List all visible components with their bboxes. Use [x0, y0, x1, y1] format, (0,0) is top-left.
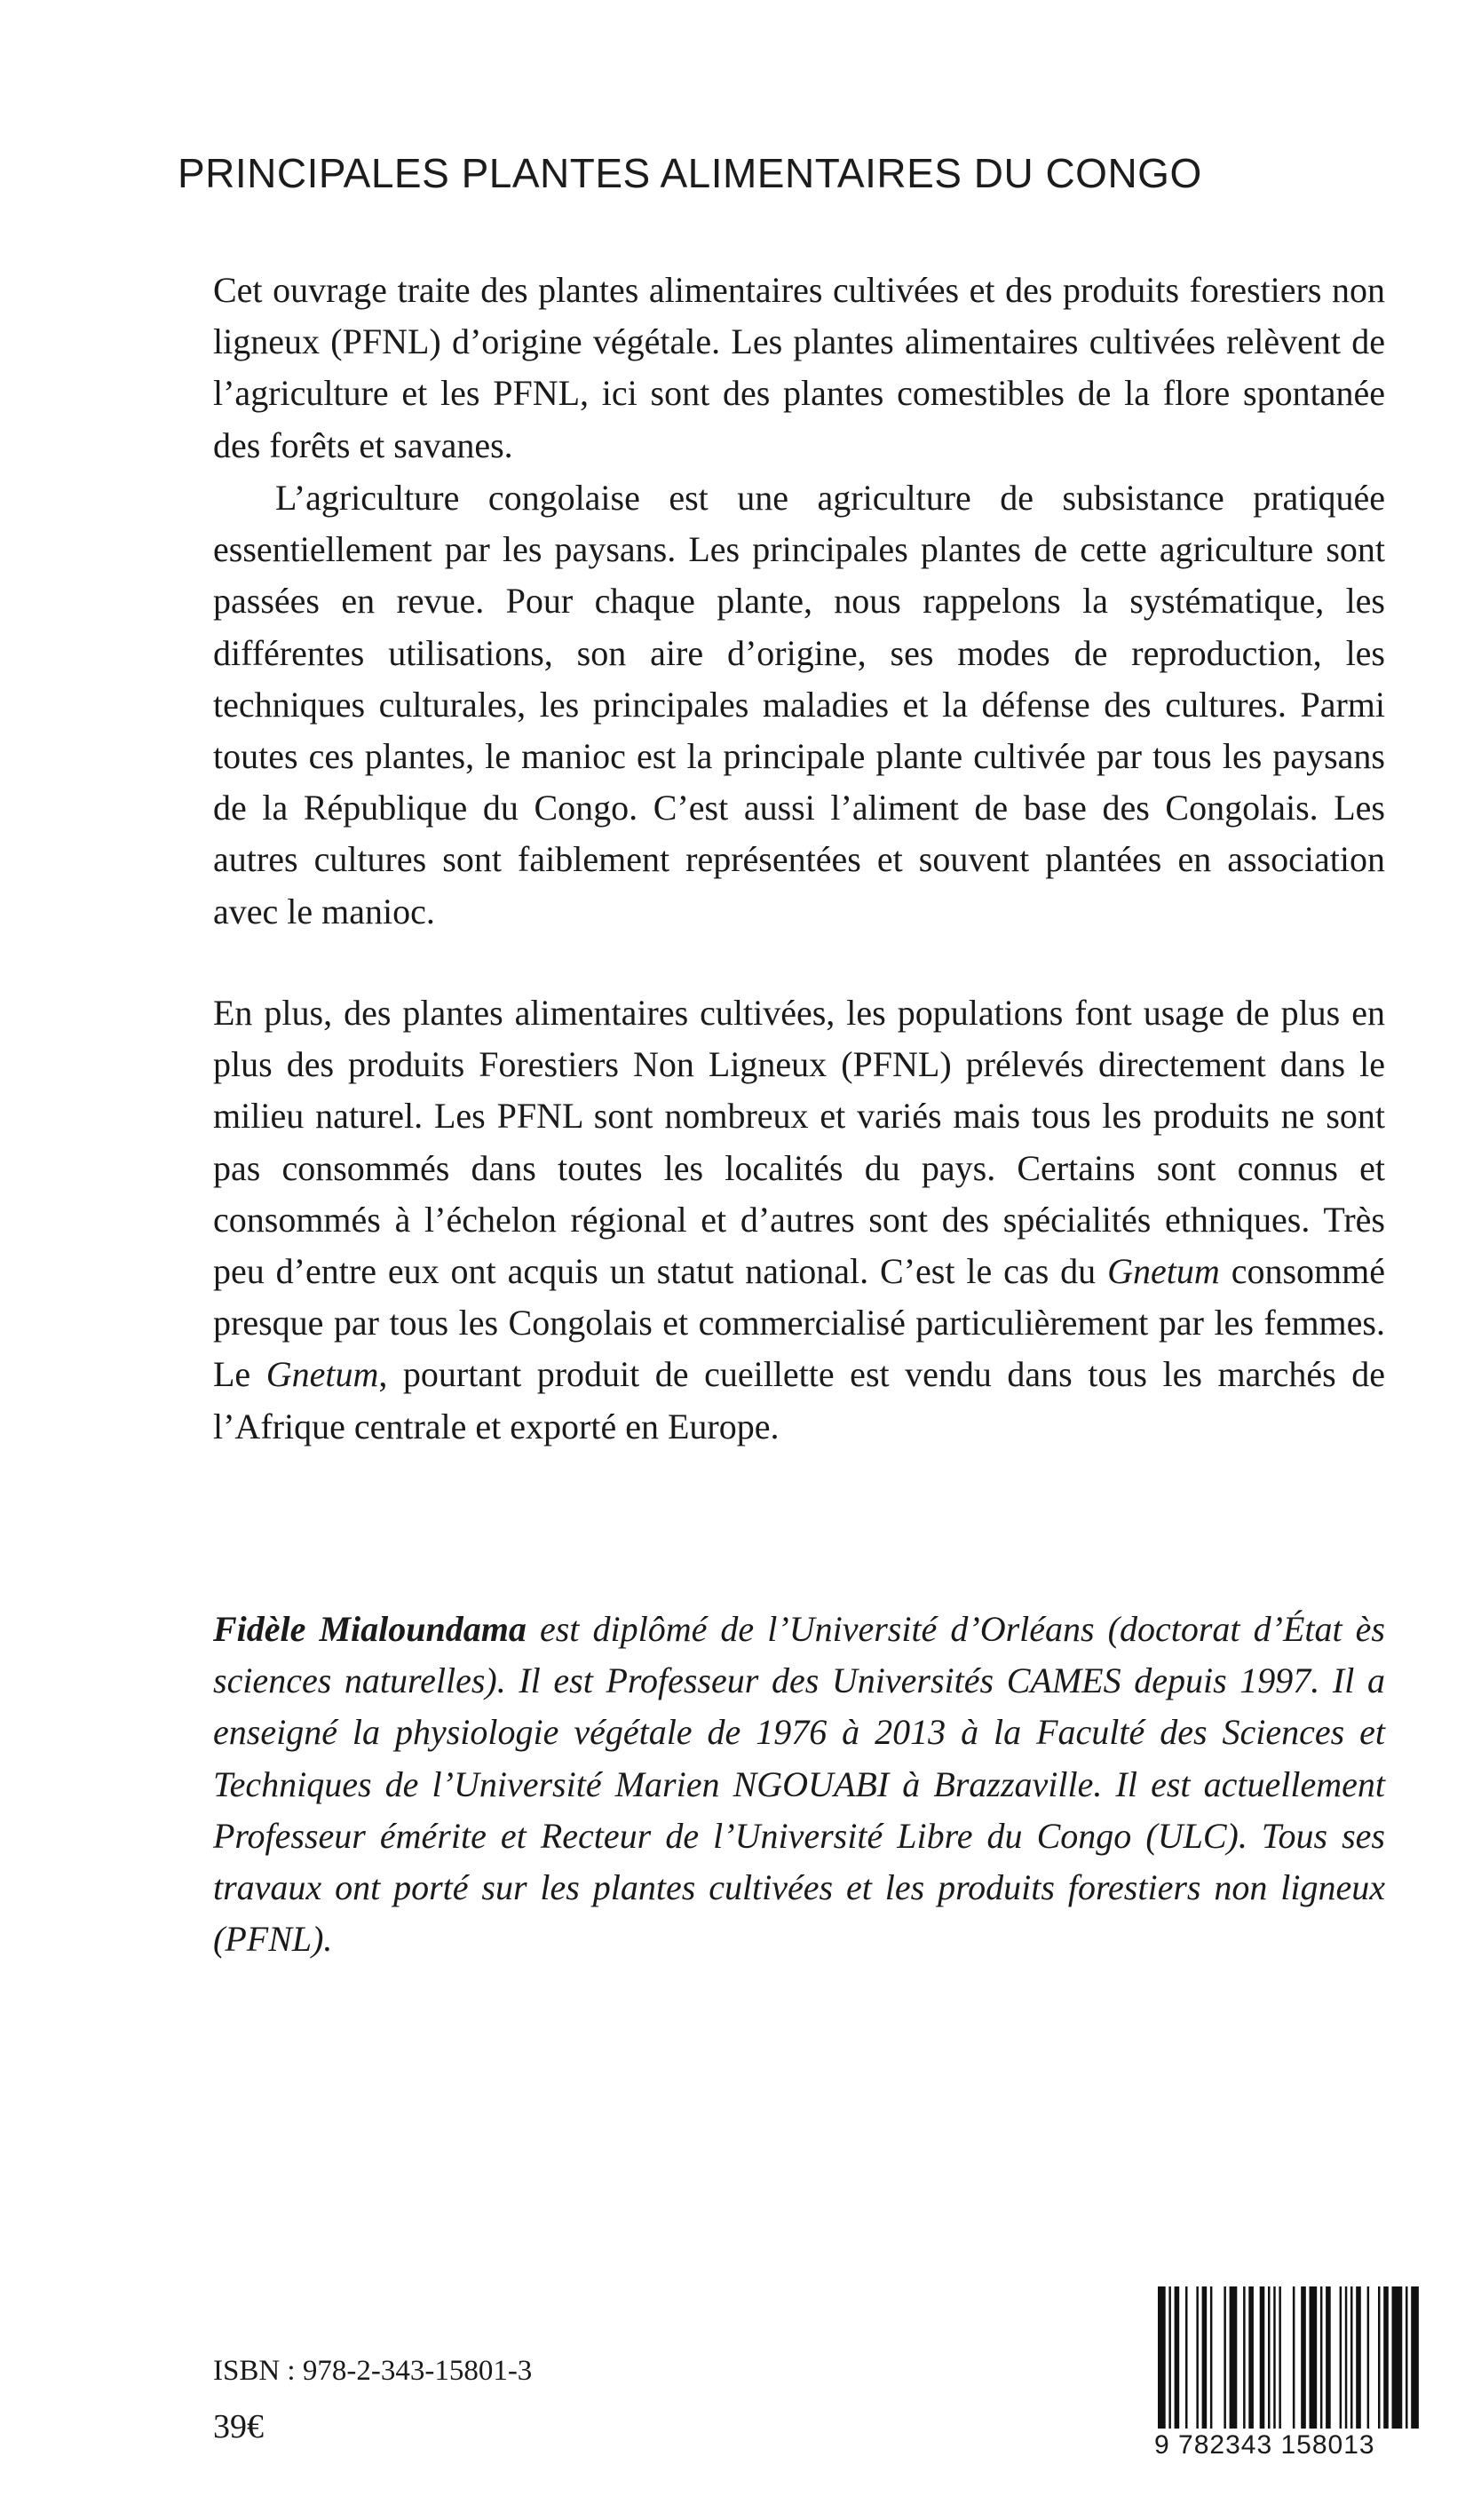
paragraph-3-text-b: consommé presque par tous les Congolais et commercialisé particulièrement par les femmes. Le	[213, 1251, 1385, 1395]
isbn-label: ISBN : 978-2-343-15801-3	[213, 2355, 533, 2387]
summary-paragraph-1: Cet ouvrage traite des plantes alimentaires cultivées et des produits forestiers non ligneux (PFNL) d’origine végétale. Les plantes alimentaires cultivées relèvent de l’agriculture et les PFNL, ici sont des plantes comestibles de la flore spontanée des forêts et savanes.	[213, 270, 1385, 465]
barcode-bars-icon	[1154, 2286, 1421, 2433]
paragraph-3-text-a: En plus, des plantes alimentaires cultivées, les populations font usage de plus en plus des produits Forestiers Non Ligneux (PFNL) prélevés directement dans le milieu naturel. Les PFNL sont nombreux et variés mais tous les produits ne sont pas consommés dans toutes les localités du pays. Certains sont connus et consommés à l’échelon régional et d’autres sont des spécialités ethniques. Très peu d’entre eux ont acquis un statut national. C’est le cas du	[213, 993, 1385, 1292]
barcode	[1136, 2273, 1438, 2483]
paragraph-3-text-c: , pourtant produit de cueillette est vendu dans tous les marchés de l’Afrique centrale et exporté en Europe.	[213, 1354, 1385, 1446]
gnetum-term-1: Gnetum	[1107, 1251, 1220, 1292]
barcode-digits: 9 782343 158013	[1154, 2430, 1375, 2460]
price-label: 39€	[213, 2408, 264, 2445]
summary-paragraph-3	[213, 987, 1385, 1453]
gnetum-term-2: Gnetum	[265, 1354, 379, 1395]
author-name: Fidèle Mialoundama	[213, 1609, 527, 1649]
summary-paragraph-2: L’agriculture congolaise est une agriculture de subsistance pratiquée essentiellement par les paysans. Les principales plantes de cette agriculture sont passées en revue. Pour chaque plante, nous rappelons la systématique, les différentes utilisations, son aire d’origine, ses modes de reproduction, les techniques culturales, les principales maladies et la défense des cultures. Parmi toutes ces plantes, le manioc est la principale plante cultivée par tous les paysans de la République du Congo. C’est aussi l’aliment de base des Congolais. Les autres cultures sont faiblement représentées et souvent plantées en association avec le manioc.	[213, 478, 1385, 931]
author-bio-text: est diplômé de l’Université d’Orléans (doctorat d’État ès sciences naturelles). Il est Professeur des Universités CAMES depuis 1997. Il a enseigné la physiologie végétale de 1976 à 2013 à la Faculté des Sciences et Techniques de l’Université Marien NGOUABI à Brazzaville. Il est actuellement Professeur émérite et Recteur de l’Université Libre du Congo (ULC). Tous ses travaux ont porté sur les plantes cultivées et les produits forestiers non ligneux (PFNL).	[213, 1609, 1385, 1960]
book-title: PRINCIPALES PLANTES ALIMENTAIRES DU CONGO	[178, 150, 1202, 196]
author-bio	[213, 1604, 1385, 1965]
